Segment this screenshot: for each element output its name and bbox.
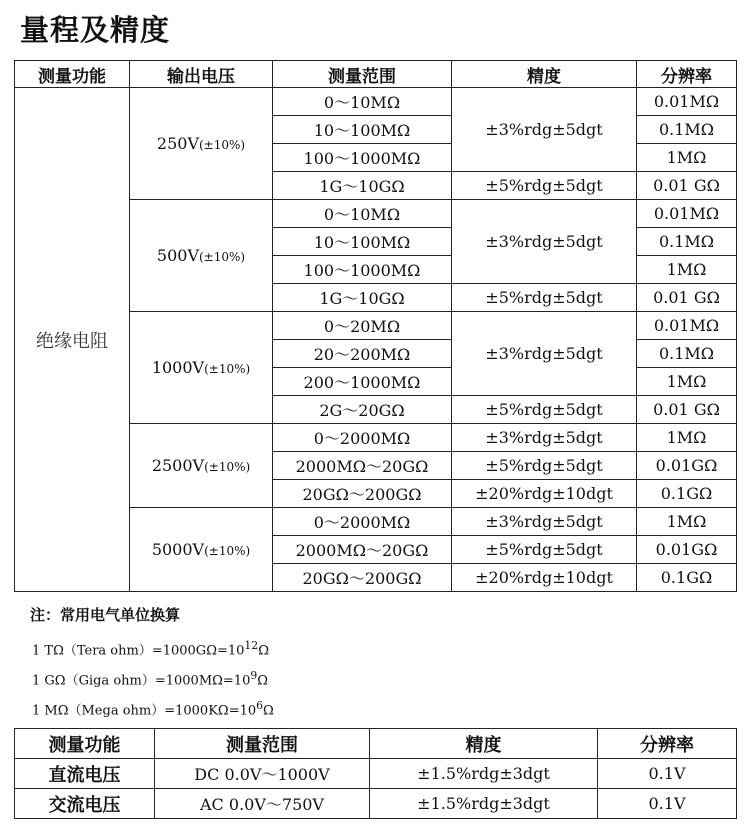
resolution-cell: 0.01GΩ [637,452,737,480]
table-row [15,759,737,789]
resolution-cell: 0.1MΩ [637,116,737,144]
resolution-cell: 1MΩ [637,368,737,396]
header-output-voltage: 输出电压 [130,61,273,88]
note-exponent: 6 [256,699,264,712]
function-cell: 绝缘电阻 [15,88,130,592]
accuracy-cell: ±5%rdg±5dgt [452,284,637,312]
note-line [32,691,274,721]
header-range: 测量范围 [155,729,370,759]
accuracy-cell: ±5%rdg±5dgt [452,536,637,564]
range-cell: 0～2000MΩ [273,508,452,536]
accuracy-cell: ±5%rdg±5dgt [452,396,637,424]
range-cell: 0～2000MΩ [273,424,452,452]
resolution-cell: 0.1MΩ [637,340,737,368]
voltage-value: 250V [156,134,199,153]
range-cell: 20GΩ～200GΩ [273,564,452,592]
accuracy-cell: ±3%rdg±5dgt [452,312,637,396]
range-cell: 0～10MΩ [273,88,452,116]
header-resolution: 分辨率 [598,729,737,759]
header-accuracy: 精度 [370,729,598,759]
range-cell: 2G～20GΩ [273,396,452,424]
range-cell: 1G～10GΩ [273,172,452,200]
range-cell: 2000MΩ～20GΩ [273,536,452,564]
accuracy-cell: ±20%rdg±10dgt [452,564,637,592]
table-header-row [15,61,737,88]
voltage-value: 1000V [151,358,205,377]
unit-conversion-notes [32,604,274,721]
range-cell: 2000MΩ～20GΩ [273,452,452,480]
voltage-tolerance: (±10%) [204,544,251,558]
accuracy-cell: ±5%rdg±5dgt [452,452,637,480]
note-unit: Ω [258,643,269,659]
table-row [15,88,737,116]
voltage-cell [130,88,273,200]
insulation-resistance-table [14,60,737,592]
resolution-cell: 0.1GΩ [637,564,737,592]
accuracy-cell: ±1.5%rdg±3dgt [370,759,598,789]
voltage-tolerance: (±10%) [199,138,246,152]
note-exponent: 12 [244,639,259,652]
accuracy-cell: ±3%rdg±5dgt [452,508,637,536]
voltage-cell [130,312,273,424]
voltage-cell [130,200,273,312]
header-function: 测量功能 [15,61,130,88]
note-line [32,661,274,691]
header-range: 测量范围 [273,61,452,88]
accuracy-cell: ±5%rdg±5dgt [452,172,637,200]
voltage-value: 500V [156,246,199,265]
resolution-cell: 0.01MΩ [637,312,737,340]
accuracy-cell: ±20%rdg±10dgt [452,480,637,508]
voltage-tolerance: (±10%) [199,250,246,264]
resolution-cell: 0.01MΩ [637,88,737,116]
resolution-cell: 0.1V [598,789,737,819]
voltage-cell [130,424,273,508]
voltage-value: 2500V [151,456,205,475]
range-cell: 0～20MΩ [273,312,452,340]
resolution-cell: 1MΩ [637,144,737,172]
range-cell: 200～1000MΩ [273,368,452,396]
range-cell: 10～100MΩ [273,228,452,256]
note-text: 1 MΩ（Mega ohm）=1000KΩ=10 [32,703,257,719]
range-cell: 10～100MΩ [273,116,452,144]
header-function: 测量功能 [15,729,155,759]
resolution-cell: 0.1GΩ [637,480,737,508]
resolution-cell: 1MΩ [637,508,737,536]
resolution-cell: 0.01MΩ [637,200,737,228]
note-exponent: 9 [250,669,258,682]
range-cell: 20GΩ～200GΩ [273,480,452,508]
range-cell: AC 0.0V～750V [155,789,370,819]
voltage-tolerance: (±10%) [204,460,251,474]
voltage-measurement-table [14,728,737,819]
resolution-cell: 1MΩ [637,424,737,452]
resolution-cell: 0.1V [598,759,737,789]
resolution-cell: 0.01 GΩ [637,284,737,312]
resolution-cell: 0.01 GΩ [637,172,737,200]
range-cell: 20～200MΩ [273,340,452,368]
accuracy-cell: ±3%rdg±5dgt [452,424,637,452]
voltage-cell [130,508,273,592]
note-unit: Ω [263,703,274,719]
function-cell: 交流电压 [15,789,155,819]
note-line [32,631,274,661]
table-row [15,789,737,819]
accuracy-cell: ±3%rdg±5dgt [452,88,637,172]
range-cell: 1G～10GΩ [273,284,452,312]
note-unit: Ω [257,673,269,689]
resolution-cell: 0.01GΩ [637,536,737,564]
header-resolution: 分辨率 [637,61,737,88]
accuracy-cell: ±1.5%rdg±3dgt [370,789,598,819]
accuracy-cell: ±3%rdg±5dgt [452,200,637,284]
resolution-cell: 1MΩ [637,256,737,284]
range-cell: 100～1000MΩ [273,144,452,172]
range-cell: 100～1000MΩ [273,256,452,284]
note-text: 1 GΩ（Giga ohm）=1000MΩ=10 [32,673,251,689]
table-header-row [15,729,737,759]
header-accuracy: 精度 [452,61,637,88]
notes-title: 注：常用电气单位换算 [30,606,181,624]
note-text: 1 TΩ（Tera ohm）=1000GΩ=10 [32,643,245,659]
voltage-tolerance: (±10%) [204,362,251,376]
range-cell: DC 0.0V～1000V [155,759,370,789]
range-cell: 0～10MΩ [273,200,452,228]
resolution-cell: 0.1MΩ [637,228,737,256]
resolution-cell: 0.01 GΩ [637,396,737,424]
page-title: 量程及精度 [20,13,171,47]
voltage-value: 5000V [151,540,205,559]
function-cell: 直流电压 [15,759,155,789]
